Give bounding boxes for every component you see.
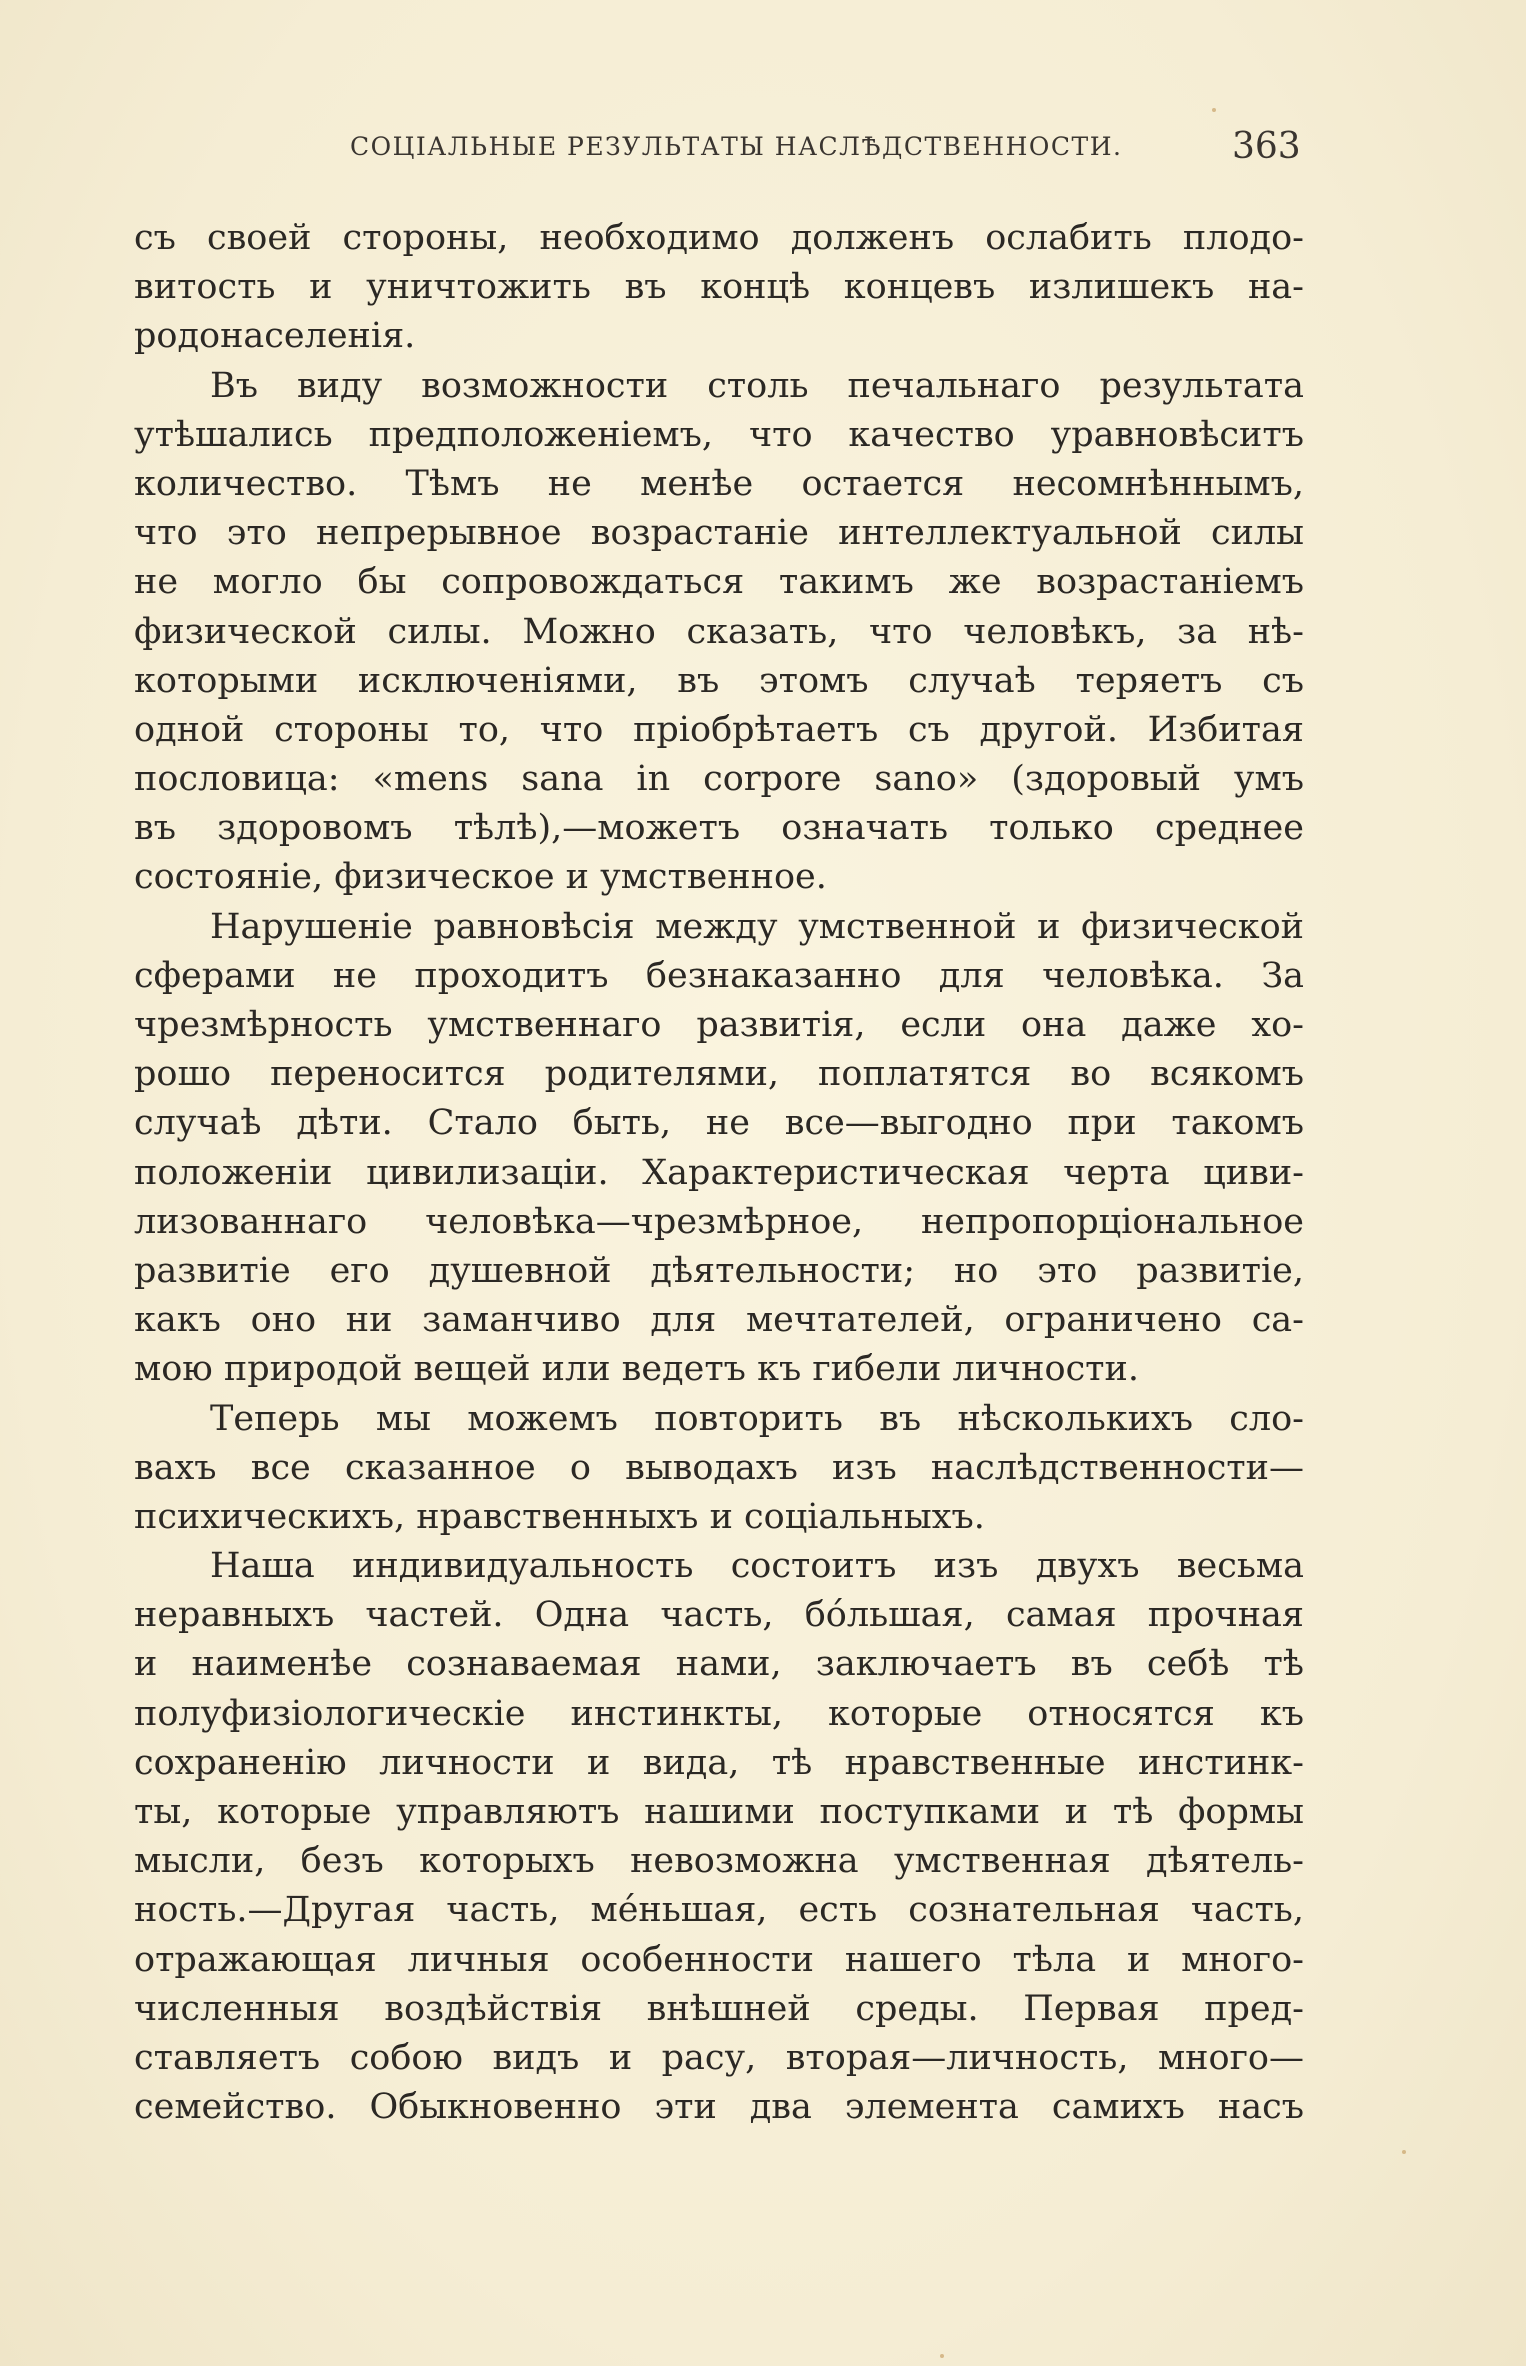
running-header <box>0 126 1526 172</box>
text-line: ность.—Другая часть, ме́ньшая, есть сознательная часть, <box>134 1890 1304 1931</box>
text-line: что это непрерывное возрастаніе интеллектуальной силы <box>134 513 1304 554</box>
text-line: неравныхъ частей. Одна часть, бо́льшая, самая прочная <box>134 1595 1304 1636</box>
text-line: случаѣ дѣти. Стало быть, не все—выгодно при такомъ <box>134 1103 1304 1144</box>
text-line: лизованнаго человѣка—чрезмѣрное, непропорціональное <box>134 1201 1304 1242</box>
text-line: чрезмѣрность умственнаго развитія, если она даже хо- <box>134 1005 1304 1045</box>
text-line: сохраненію личности и вида, тѣ нравственные инстинк- <box>134 1742 1304 1783</box>
paper-speck <box>940 2354 944 2358</box>
text-line: психическихъ, нравственныхъ и соціальныхъ. <box>134 1496 985 1537</box>
text-line: родонаселенія. <box>134 316 416 357</box>
text-line: съ своей стороны, необходимо долженъ ослабить плодо- <box>134 218 1304 258</box>
text-line: Теперь мы можемъ повторить въ нѣсколькихъ сло- <box>210 1398 1304 1439</box>
text-line: развитіе его душевной дѣятельности; но это развитіе, <box>134 1250 1304 1291</box>
text-line: не могло бы сопровождаться такимъ же возрастаніемъ <box>134 562 1304 603</box>
text-line: количество. Тѣмъ не менѣе остается несомнѣннымъ, <box>134 463 1304 504</box>
text-line: численныя воздѣйствія внѣшней среды. Первая пред- <box>134 1988 1304 2029</box>
text-line: полуфизіологическіе инстинкты, которые относятся къ <box>134 1693 1304 1734</box>
text-line: состояніе, физическое и умственное. <box>134 857 827 898</box>
text-line: сферами не проходитъ безнаказанно для человѣка. За <box>134 955 1304 996</box>
text-line: мысли, безъ которыхъ невозможна умственная дѣятель- <box>134 1841 1304 1882</box>
text-line: вахъ все сказанное о выводахъ изъ наслѣдственности— <box>134 1447 1304 1488</box>
text-line: пословица: «mens sana in corpore sano» (здоровый умъ <box>134 759 1304 800</box>
text-line: физической силы. Можно сказать, что человѣкъ, за нѣ- <box>134 611 1304 652</box>
running-title: СОЦІАЛЬНЫЕ РЕЗУЛЬТАТЫ НАСЛѢДСТВЕННОСТИ. <box>350 132 1123 161</box>
text-line: семейство. Обыкновенно эти два элемента самихъ насъ <box>134 2087 1304 2128</box>
text-line: ставляетъ собою видъ и расу, вторая—личность, много— <box>134 2037 1304 2078</box>
text-line: отражающая личныя особенности нашего тѣла и много- <box>134 1939 1304 1980</box>
text-line: утѣшались предположеніемъ, что качество уравновѣситъ <box>134 414 1304 455</box>
text-line: рошо переносится родителями, поплатятся во всякомъ <box>134 1054 1304 1095</box>
text-line: ты, которые управляютъ нашими поступками и тѣ формы <box>134 1792 1304 1832</box>
text-line: Нарушеніе равновѣсія между умственной и физической <box>210 906 1304 947</box>
text-line: которыми исключеніями, въ этомъ случаѣ теряетъ съ <box>134 660 1304 701</box>
paper-speck <box>1212 108 1216 112</box>
paper-speck <box>1402 2150 1406 2154</box>
text-line: положеніи цивилизаціи. Характеристическая черта циви- <box>134 1152 1304 1193</box>
text-line: Въ виду возможности столь печальнаго результата <box>210 365 1304 406</box>
text-line: мою природой вещей или ведетъ къ гибели личности. <box>134 1349 1140 1390</box>
text-line: въ здоровомъ тѣлѣ),—можетъ означать только среднее <box>134 808 1304 849</box>
text-line: какъ оно ни заманчиво для мечтателей, ограничено са- <box>134 1300 1304 1341</box>
text-line: витость и уничтожить въ концѣ концевъ излишекъ на- <box>134 267 1304 308</box>
text-line: одной стороны то, что пріобрѣтаетъ съ другой. Избитая <box>134 709 1304 750</box>
page-number: 363 <box>1232 126 1301 167</box>
text-line: Наша индивидуальность состоитъ изъ двухъ весьма <box>210 1546 1304 1587</box>
body-text <box>134 214 1304 2132</box>
text-line: и наименѣе сознаваемая нами, заключаетъ въ себѣ тѣ <box>134 1644 1304 1685</box>
